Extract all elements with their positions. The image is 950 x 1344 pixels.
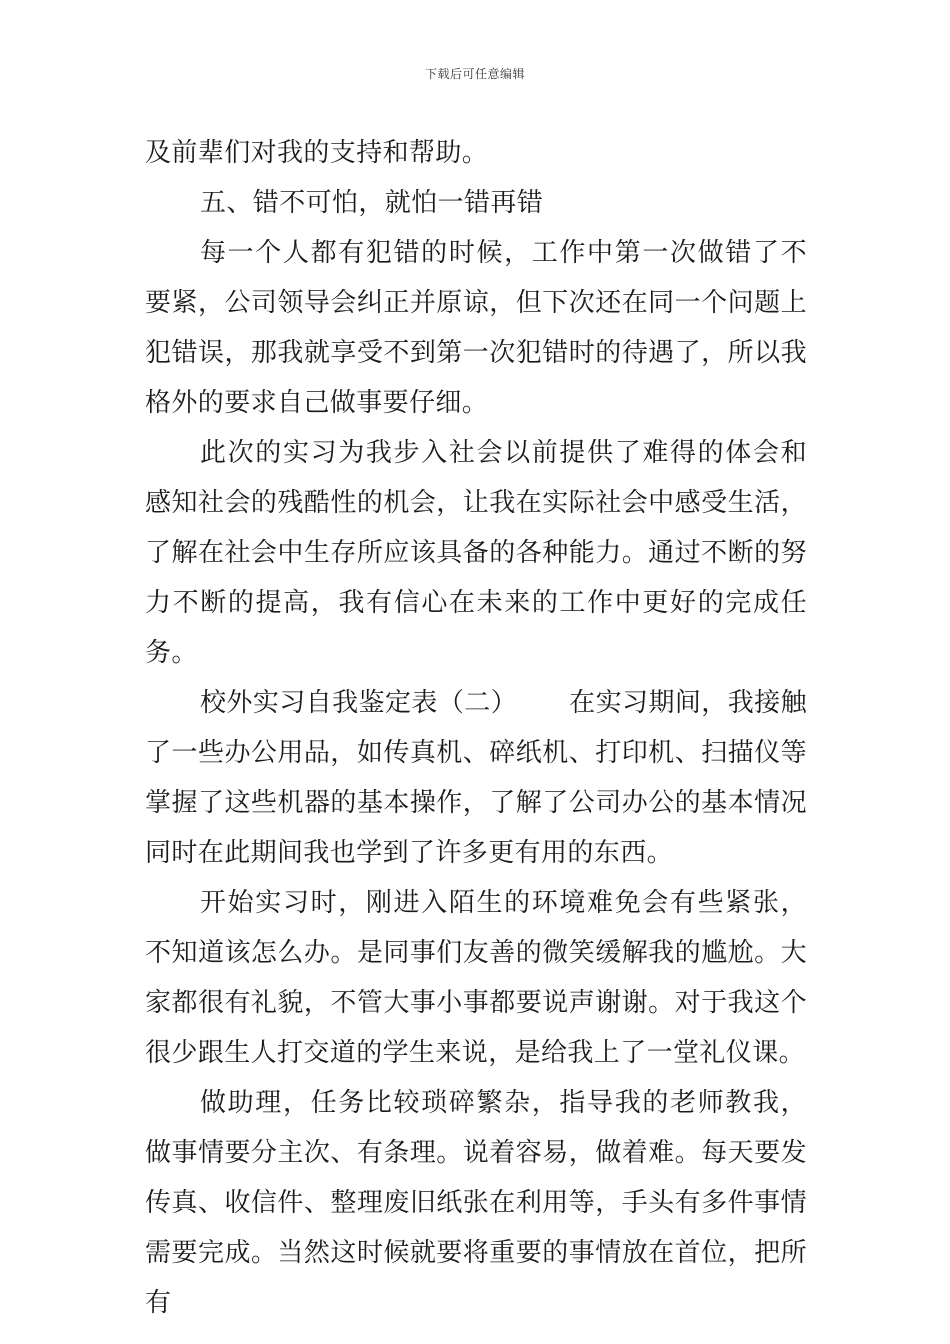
document-body bbox=[145, 128, 807, 1328]
document-title-inline: 校外实习自我鉴定表（二） bbox=[200, 688, 518, 718]
paragraph-1: 及前辈们对我的支持和帮助。 bbox=[145, 138, 489, 168]
paragraph-6: 开始实习时，刚进入陌生的环境难免会有些紧张，不知道该怎么办。是同事们友善的微笑缓解我的尴尬。大家都很有礼貌，不管大事小事都要说声谢谢。对于我这个很少跟生人打交道的学生来说，是给我上了一堂礼仪课。 bbox=[145, 888, 807, 1068]
paragraph-7: 做助理，任务比较琐碎繁杂，指导我的老师教我，做事情要分主次、有条理。说着容易，做着难。每天要发传真、收信件、整理废旧纸张在利用等，手头有多件事情需要完成。当然这时候就要将重要的事情放在首位，把所有 bbox=[145, 1088, 807, 1318]
paragraph-4: 此次的实习为我步入社会以前提供了难得的体会和感知社会的残酷性的机会，让我在实际社会中感受生活，了解在社会中生存所应该具备的各种能力。通过不断的努力不断的提高，我有信心在未来的工作中更好的完成任务。 bbox=[145, 438, 807, 668]
paragraph-5 bbox=[145, 678, 807, 878]
paragraph-5-text: 在实习期间，我接触了一些办公用品，如传真机、碎纸机、打印机、扫描仪等掌握了这些机器的基本操作，了解了公司办公的基本情况同时在此期间我也学到了许多更有用的东西。 bbox=[145, 688, 807, 868]
paragraph-3: 每一个人都有犯错的时候，工作中第一次做错了不要紧，公司领导会纠正并原谅，但下次还在同一个问题上犯错误，那我就享受不到第一次犯错时的待遇了，所以我格外的要求自己做事要仔细。 bbox=[145, 238, 807, 418]
section-heading: 五、错不可怕，就怕一错再错 bbox=[200, 188, 544, 218]
page-header: 下载后可任意编辑 bbox=[424, 67, 525, 81]
